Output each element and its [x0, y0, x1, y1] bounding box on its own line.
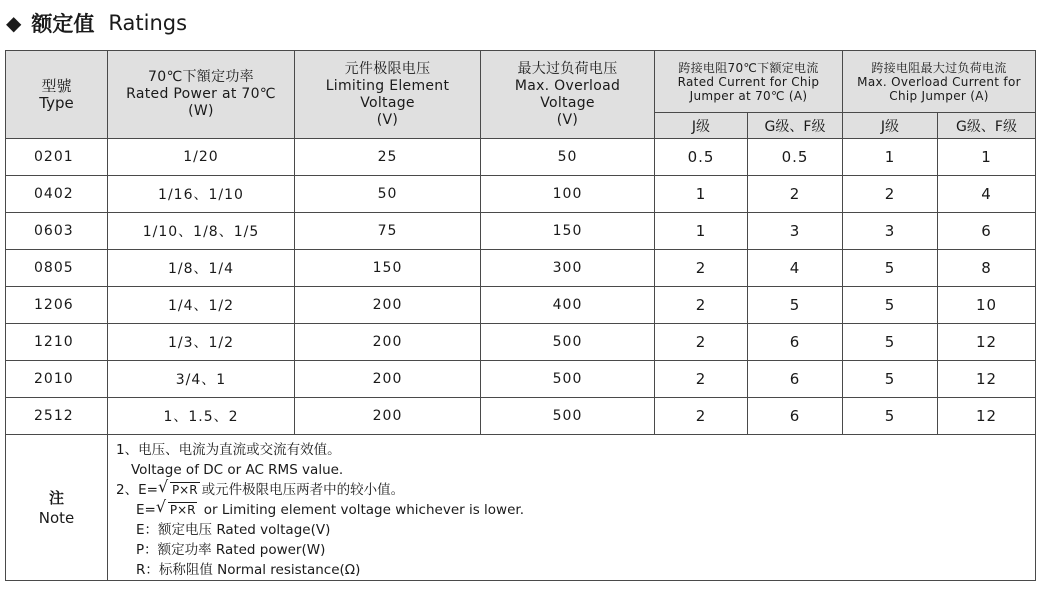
cell-rated-current-gf: 6 — [748, 361, 843, 398]
cell-power: 1/3、1/2 — [108, 324, 295, 361]
note-row — [6, 435, 1036, 581]
note-line-3: 2、E= √ P×R 或元件极限电压两者中的较小值。 — [116, 477, 405, 498]
cell-overload-voltage: 300 — [481, 250, 655, 287]
note-label: 注 Note — [6, 435, 108, 581]
cell-rated-current-gf: 0.5 — [748, 139, 843, 176]
cell-overload-voltage: 100 — [481, 176, 655, 213]
cell-power: 1/8、1/4 — [108, 250, 295, 287]
cell-max-current-j: 5 — [843, 287, 938, 324]
header-rated-power: 70℃下額定功率 Rated Power at 70℃ (W) — [108, 51, 295, 139]
cell-max-current-gf: 1 — [938, 139, 1036, 176]
cell-type: 0201 — [6, 139, 108, 176]
cell-type: 1210 — [6, 324, 108, 361]
cell-power: 1、1.5、2 — [108, 398, 295, 435]
cell-rated-current-j: 1 — [655, 176, 748, 213]
cell-max-current-j: 5 — [843, 398, 938, 435]
cell-power: 1/16、1/10 — [108, 176, 295, 213]
subheader-mc-j: J级 — [843, 113, 938, 139]
header-overload-voltage: 最大过负荷电压 Max. Overload Voltage (V) — [481, 51, 655, 139]
table-row — [6, 250, 1036, 287]
ratings-table — [5, 50, 1036, 581]
cell-max-current-gf: 12 — [938, 398, 1036, 435]
cell-limit-voltage: 200 — [295, 398, 481, 435]
cell-overload-voltage: 400 — [481, 287, 655, 324]
subheader-rc-gf: G级、F级 — [748, 113, 843, 139]
header-max-overload-current: 跨接电阻最大过负荷电流 Max. Overload Current for Chip Jumper (A) — [843, 51, 1036, 113]
diamond-icon: ◆ — [6, 11, 22, 35]
cell-max-current-gf: 8 — [938, 250, 1036, 287]
title-cn: 额定值 — [31, 12, 95, 36]
note-line-2: Voltage of DC or AC RMS value. — [131, 462, 344, 478]
cell-max-current-j: 2 — [843, 176, 938, 213]
cell-limit-voltage: 25 — [295, 139, 481, 176]
table-row — [6, 176, 1036, 213]
cell-overload-voltage: 500 — [481, 324, 655, 361]
cell-rated-current-gf: 2 — [748, 176, 843, 213]
cell-rated-current-gf: 6 — [748, 398, 843, 435]
cell-overload-voltage: 50 — [481, 139, 655, 176]
title-en: Ratings — [108, 11, 188, 35]
cell-rated-current-j: 2 — [655, 287, 748, 324]
cell-limit-voltage: 200 — [295, 361, 481, 398]
notes-content — [108, 435, 1036, 581]
cell-rated-current-j: 1 — [655, 213, 748, 250]
table-row — [6, 139, 1036, 176]
cell-type: 2512 — [6, 398, 108, 435]
cell-power: 1/20 — [108, 139, 295, 176]
subheader-rc-j: J级 — [655, 113, 748, 139]
cell-rated-current-gf: 4 — [748, 250, 843, 287]
header-type: 型號 Type — [6, 51, 108, 139]
cell-type: 2010 — [6, 361, 108, 398]
cell-rated-current-gf: 3 — [748, 213, 843, 250]
cell-max-current-gf: 4 — [938, 176, 1036, 213]
cell-rated-current-j: 0.5 — [655, 139, 748, 176]
cell-overload-voltage: 500 — [481, 361, 655, 398]
sqrt-formula: √ P×R — [155, 497, 196, 517]
cell-max-current-j: 5 — [843, 361, 938, 398]
note-line-6: P：额定功率 Rated power(W) — [136, 542, 326, 558]
cell-power: 3/4、1 — [108, 361, 295, 398]
cell-type: 0402 — [6, 176, 108, 213]
cell-rated-current-gf: 5 — [748, 287, 843, 324]
header-rated-current: 跨接电阻70℃下额定电流 Rated Current for Chip Jumper at 70℃ (A) — [655, 51, 843, 113]
table-row — [6, 361, 1036, 398]
note-line-4: E= √ P×R or Limiting element voltage whichever is lower. — [136, 497, 525, 518]
sqrt-icon: √ — [155, 497, 167, 516]
cell-overload-voltage: 150 — [481, 213, 655, 250]
cell-power: 1/10、1/8、1/5 — [108, 213, 295, 250]
subheader-mc-gf: G级、F级 — [938, 113, 1036, 139]
cell-limit-voltage: 50 — [295, 176, 481, 213]
table-row — [6, 287, 1036, 324]
cell-rated-current-j: 2 — [655, 250, 748, 287]
note-line-1: 1、电压、电流为直流或交流有效值。 — [116, 442, 341, 458]
sqrt-formula: √ P×R — [157, 477, 198, 497]
cell-overload-voltage: 500 — [481, 398, 655, 435]
cell-max-current-j: 3 — [843, 213, 938, 250]
cell-max-current-gf: 10 — [938, 287, 1036, 324]
table-row — [6, 213, 1036, 250]
cell-max-current-j: 5 — [843, 250, 938, 287]
cell-limit-voltage: 75 — [295, 213, 481, 250]
header-limiting-voltage: 元件极限电压 Limiting Element Voltage (V) — [295, 51, 481, 139]
cell-max-current-j: 1 — [843, 139, 938, 176]
cell-rated-current-j: 2 — [655, 324, 748, 361]
cell-rated-current-gf: 6 — [748, 324, 843, 361]
note-line-5: E：额定电压 Rated voltage(V) — [136, 522, 331, 538]
cell-max-current-j: 5 — [843, 324, 938, 361]
cell-rated-current-j: 2 — [655, 361, 748, 398]
sqrt-icon: √ — [157, 477, 169, 496]
cell-limit-voltage: 200 — [295, 287, 481, 324]
cell-max-current-gf: 12 — [938, 361, 1036, 398]
cell-power: 1/4、1/2 — [108, 287, 295, 324]
note-line-7: R：标称阻值 Normal resistance(Ω) — [136, 562, 361, 578]
cell-rated-current-j: 2 — [655, 398, 748, 435]
section-title — [6, 8, 187, 38]
cell-max-current-gf: 12 — [938, 324, 1036, 361]
cell-limit-voltage: 200 — [295, 324, 481, 361]
cell-type: 0805 — [6, 250, 108, 287]
cell-limit-voltage: 150 — [295, 250, 481, 287]
table-row — [6, 324, 1036, 361]
cell-type: 1206 — [6, 287, 108, 324]
cell-type: 0603 — [6, 213, 108, 250]
cell-max-current-gf: 6 — [938, 213, 1036, 250]
table-row — [6, 398, 1036, 435]
